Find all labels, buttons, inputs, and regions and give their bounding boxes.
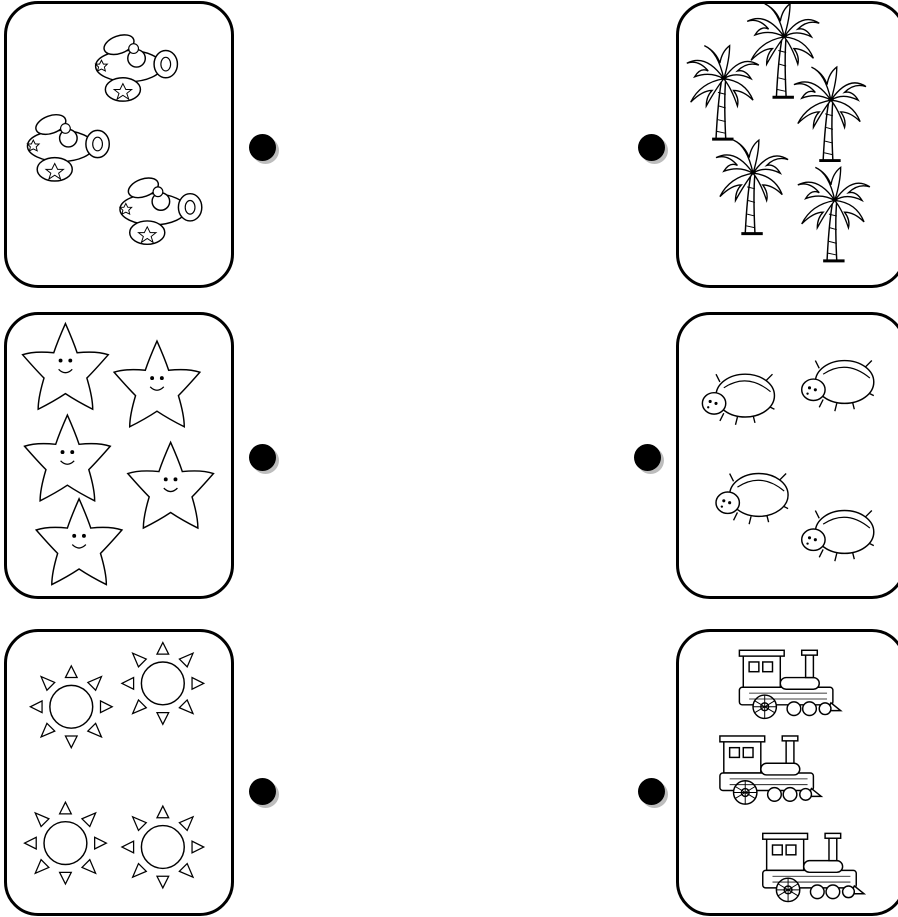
- card-trains: [676, 629, 898, 916]
- beetle-icon: [802, 361, 874, 412]
- airplane-icon: [96, 31, 178, 101]
- card-suns: [4, 629, 234, 916]
- airplane-icon: [27, 111, 109, 181]
- palm-trees-group: [679, 4, 898, 285]
- star-icon: [36, 499, 122, 585]
- card-palm-trees: [676, 1, 898, 288]
- airplane-icon: [120, 174, 202, 244]
- beetle-icon: [802, 511, 874, 562]
- suns-group: [7, 632, 231, 913]
- match-dot-right-2[interactable]: [634, 444, 661, 471]
- match-dot-right-3[interactable]: [638, 778, 665, 805]
- card-airplanes: [4, 1, 234, 288]
- match-dot-left-3[interactable]: [249, 778, 276, 805]
- star-icon: [114, 341, 200, 427]
- sun-icon: [25, 802, 107, 884]
- card-stars: [4, 312, 234, 599]
- palm-tree-icon: [716, 140, 788, 233]
- sun-icon: [30, 666, 112, 748]
- trains-group: [679, 632, 898, 913]
- beetle-icon: [702, 374, 774, 425]
- star-icon: [128, 442, 214, 528]
- train-icon: [763, 833, 864, 901]
- train-icon: [720, 736, 821, 804]
- sun-icon: [122, 806, 204, 888]
- star-icon: [25, 415, 111, 501]
- stars-group: [7, 315, 231, 596]
- match-dot-left-2[interactable]: [249, 444, 276, 471]
- beetle-icon: [716, 474, 788, 525]
- palm-tree-icon: [687, 46, 759, 139]
- train-icon: [739, 650, 840, 718]
- palm-tree-icon: [798, 167, 870, 260]
- card-beetles: [676, 312, 898, 599]
- star-icon: [23, 324, 109, 410]
- sun-icon: [122, 642, 204, 724]
- palm-tree-icon: [794, 67, 866, 160]
- airplanes-group: [7, 4, 231, 285]
- beetles-group: [679, 315, 898, 596]
- match-dot-left-1[interactable]: [249, 134, 276, 161]
- match-dot-right-1[interactable]: [638, 134, 665, 161]
